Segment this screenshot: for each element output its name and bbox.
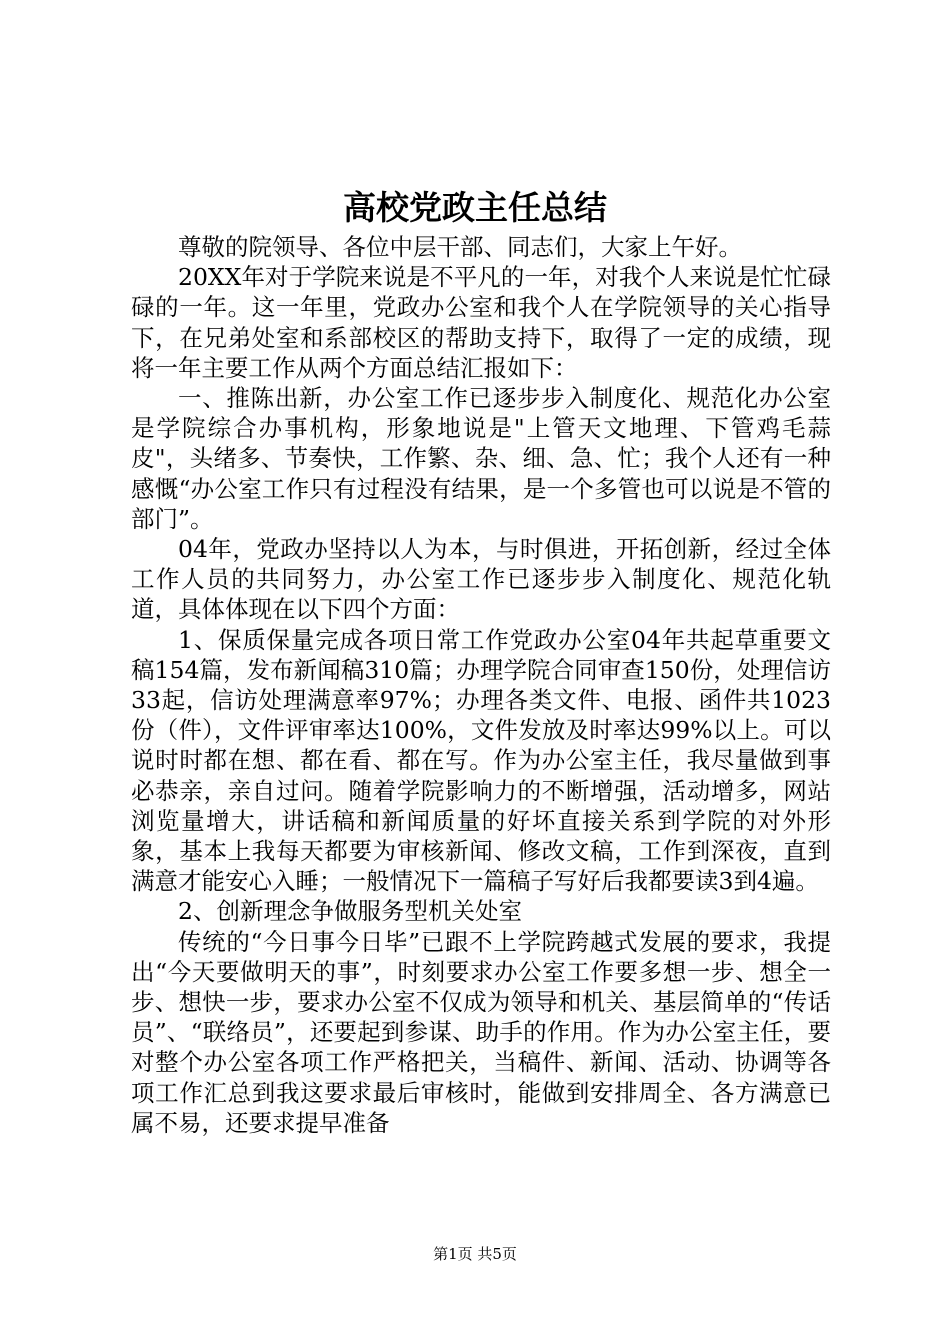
paragraph-item-two-heading: 2、创新理念争做服务型机关处室 [178,897,522,926]
paragraph-intro: 20XX年对于学院来说是不平凡的一年，对我个人来说是忙忙碌碌的一年。这一年里，党政办公室和我个人在学院领导的关心指导下，在兄弟处室和系部校区的帮助支持下，取得了一定的成绩，现将一年主要工作从两个方面总结汇报如下： [131,263,831,382]
paragraph-section-one: 一、推陈出新，办公室工作已逐步步入制度化、规范化办公室是学院综合办事机构，形象地说是"上管天文地理、下管鸡毛蒜皮"，头绪多、节奏快，工作繁、杂、细、急、忙；我个人还有一种感慨“办公室工作只有过程没有结果，是一个多管也可以说是不管的部门”。 [131,384,831,533]
paragraph-greeting: 尊敬的院领导、各位中层干部、同志们，大家上午好。 [178,233,742,261]
page-footer: 第1页 共5页 [433,1245,517,1263]
paragraph-item-one: 1、保质保量完成各项日常工作党政办公室04年共起草重要文稿154篇，发布新闻稿310篇；办理学院合同审查150份，处理信访33起，信访处理满意率97%；办理各类文件、电报、函件共1023份（件），文件评审率达100%，文件发放及时率达99%以上。可以说时时都在想、都在看、都在写。作为办公室主任，我尽量做到事必恭亲，亲自过问。随着学院影响力的不断增强，活动增多，网站浏览量增大，讲话稿和新闻质量的好坏直接关系到学院的对外形象，基本上我每天都要为审核新闻、修改文稿，工作到深夜，直到满意才能安心入睡；一般情况下一篇稿子写好后我都要读3到4遍。 [131,625,831,896]
paragraph-item-two: 传统的“今日事今日毕”已跟不上学院跨越式发展的要求，我提出“今天要做明天的事”，时刻要求办公室工作要多想一步、想全一步、想快一步，要求办公室不仅成为领导和机关、基层简单的“传话员”、“联络员”，还要起到参谋、助手的作用。作为办公室主任，要对整个办公室各项工作严格把关，当稿件、新闻、活动、协调等各项工作汇总到我这要求最后审核时，能做到安排周全、各方满意已属不易，还要求提早准备 [131,927,831,1137]
paragraph-overview: 04年，党政办坚持以人为本，与时俱进，开拓创新，经过全体工作人员的共同努力，办公室工作已逐步步入制度化、规范化轨道，具体体现在以下四个方面： [131,535,831,624]
document-title: 高校党政主任总结 [343,188,607,227]
document-body [131,232,831,1138]
